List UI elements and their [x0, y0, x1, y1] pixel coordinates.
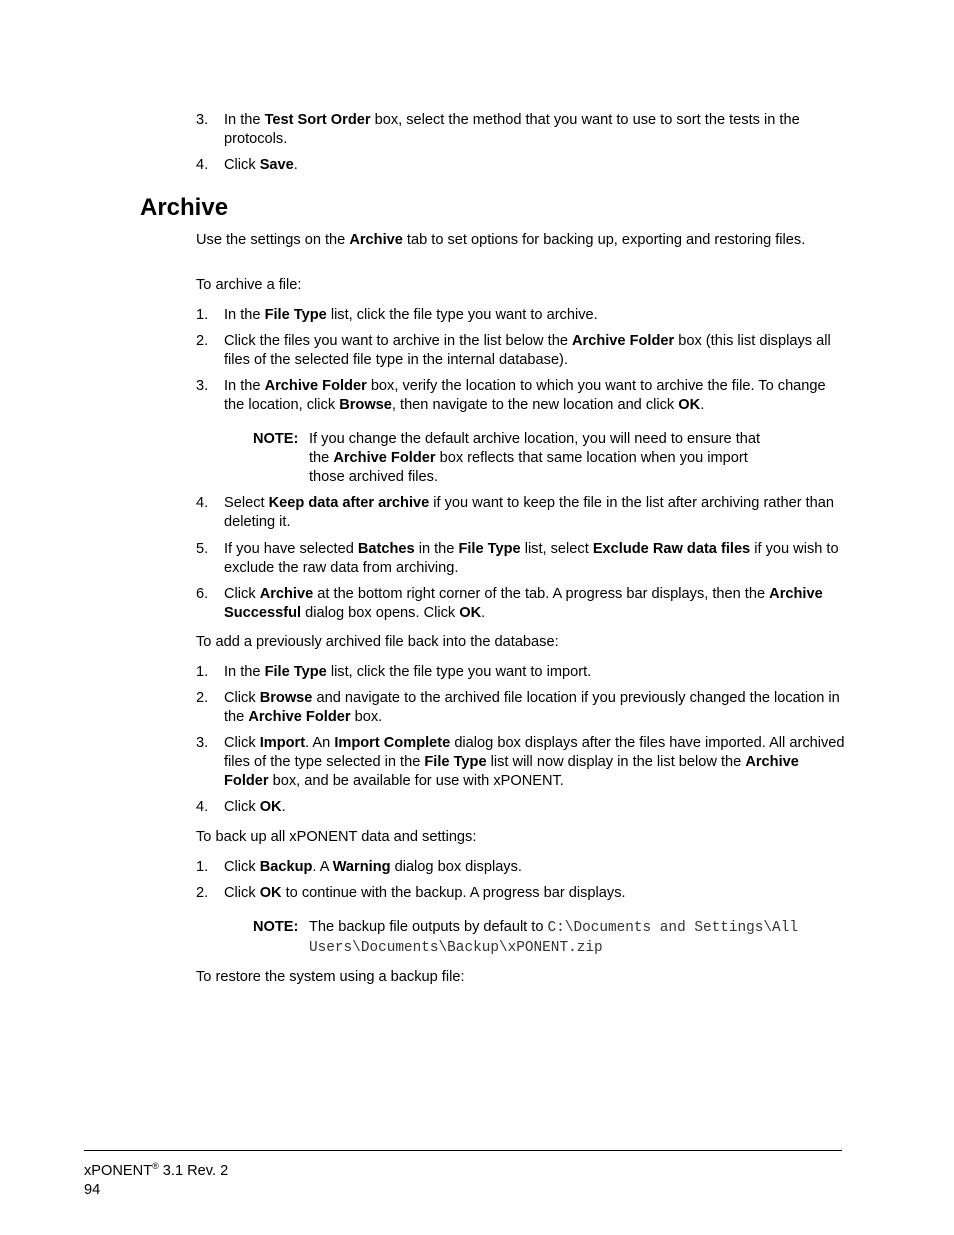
file-path: C:\Documents and Settings\All Users\Documents\Backup\xPONENT.zip	[309, 920, 798, 956]
step-number: 2.	[196, 333, 209, 349]
step-number: 4.	[196, 157, 209, 173]
step-text: If you have selected Batches in the File Type list, select Exclude Raw data files if you wish to exclude the raw data from archiving.	[224, 541, 839, 576]
note-label: NOTE:	[253, 919, 299, 935]
step-number: 3.	[196, 735, 209, 751]
note-text: The backup file outputs by default to C:\Documents and Settings\All Users\Documents\Backup\xPONENT.zip	[309, 919, 798, 956]
procedure-label: To back up all xPONENT data and settings:	[196, 829, 477, 845]
intro-paragraph: Use the settings on the Archive tab to set options for backing up, exporting and restoring files.	[196, 232, 806, 248]
note-label: NOTE:	[253, 431, 299, 447]
procedure-label: To archive a file:	[196, 277, 302, 293]
step-number: 2.	[196, 885, 209, 901]
note-text: If you change the default archive location, you will need to ensure that the Archive Folder box reflects that same location when you import those archived files.	[309, 431, 761, 485]
step-number: 1.	[196, 307, 209, 323]
page-number: 94	[84, 1182, 101, 1198]
step-number: 3.	[196, 378, 209, 394]
step-text: Click the files you want to archive in the list below the Archive Folder box (this list displays all files of the selected file type in the internal database).	[224, 333, 831, 368]
step-number: 3.	[196, 112, 209, 128]
step-text: Click Backup. A Warning dialog box displays.	[224, 859, 522, 875]
step-number: 2.	[196, 690, 209, 706]
step-number: 5.	[196, 541, 209, 557]
step-text: In the Test Sort Order box, select the method that you want to use to sort the tests in the protocols.	[224, 112, 800, 147]
procedure-label: To restore the system using a backup file:	[196, 969, 465, 985]
step-number: 1.	[196, 664, 209, 680]
step-number: 6.	[196, 586, 209, 602]
step-text: In the Archive Folder box, verify the location to which you want to archive the file. To change the location, click Browse, then navigate to the new location and click OK.	[224, 378, 826, 413]
page-footer	[84, 1162, 228, 1200]
footer-divider	[84, 1150, 842, 1151]
product-version: xPONENT® 3.1 Rev. 2	[84, 1161, 229, 1179]
step-text: Click Import. An Import Complete dialog box displays after the files have imported. All archived files of the type selected in the File Type list will now display in the list below the Archive Folder box, and be available for use with xPONENT.	[224, 735, 845, 789]
procedure-label: To add a previously archived file back into the database:	[196, 634, 559, 650]
step-number: 1.	[196, 859, 209, 875]
step-text: In the File Type list, click the file type you want to archive.	[224, 307, 598, 323]
step-number: 4.	[196, 799, 209, 815]
step-text: Click OK to continue with the backup. A progress bar displays.	[224, 885, 626, 901]
step-text: Select Keep data after archive if you want to keep the file in the list after archiving rather than deleting it.	[224, 495, 835, 530]
section-heading: Archive	[140, 194, 229, 221]
step-number: 4.	[196, 495, 209, 511]
step-text: Click OK.	[224, 799, 286, 815]
step-text: Click Archive at the bottom right corner of the tab. A progress bar displays, then the Archive Successful dialog box opens. Click OK.	[224, 586, 823, 621]
step-text: Click Browse and navigate to the archived file location if you previously changed the location in the Archive Folder box.	[224, 690, 840, 725]
step-text: In the File Type list, click the file type you want to import.	[224, 664, 592, 680]
step-text: Click Save.	[224, 157, 298, 173]
